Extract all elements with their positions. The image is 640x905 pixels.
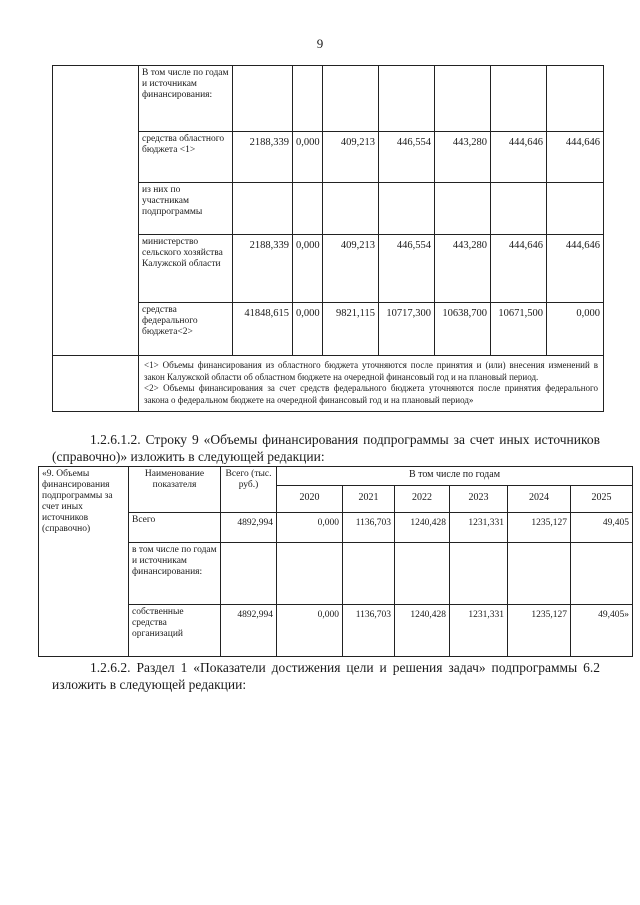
value-cell: 444,646 — [491, 132, 547, 183]
value-cell: 49,405» — [571, 605, 633, 657]
value-cell: 444,646 — [547, 235, 604, 303]
value-cell: 0,000 — [293, 235, 323, 303]
value-cell — [277, 543, 343, 605]
footnote-2: <2> Объемы финансирования за счет средств федерального бюджета уточняются после принятия федерального закона о федеральном бюджете на очередной финансовый год и на плановый период» — [144, 383, 598, 406]
value-cell — [233, 183, 293, 235]
value-cell: 0,000 — [277, 513, 343, 543]
value-cell: 9821,115 — [323, 303, 379, 356]
year-header: 2025 — [571, 486, 633, 513]
value-cell: 49,405 — [571, 513, 633, 543]
value-cell — [293, 66, 323, 132]
value-cell: 443,280 — [435, 132, 491, 183]
value-cell: 1240,428 — [395, 605, 450, 657]
value-cell: 444,646 — [491, 235, 547, 303]
table-row — [53, 66, 604, 132]
value-cell — [491, 183, 547, 235]
paragraph-1-2-6-1-2: 1.2.6.1.2. Строку 9 «Объемы финансирования подпрограммы за счет иных источников (справочно)» изложить в следующей редакции: — [52, 432, 600, 464]
value-cell — [435, 183, 491, 235]
year-header: 2023 — [450, 486, 508, 513]
value-cell: 446,554 — [379, 132, 435, 183]
table-row — [39, 513, 633, 543]
row-label: средства федерального бюджета<2> — [139, 303, 233, 356]
value-cell: 2188,339 — [233, 132, 293, 183]
value-cell — [343, 543, 395, 605]
value-cell — [547, 66, 604, 132]
value-cell — [395, 543, 450, 605]
value-cell: 1136,703 — [343, 513, 395, 543]
header-total: Всего (тыс. руб.) — [221, 467, 277, 513]
value-cell: 409,213 — [323, 235, 379, 303]
page-number: 9 — [316, 36, 324, 51]
value-cell — [323, 66, 379, 132]
value-cell — [450, 543, 508, 605]
notes-row — [53, 356, 604, 412]
row-label: в том числе по годам и источникам финансирования: — [129, 543, 221, 605]
value-cell: 1231,331 — [450, 513, 508, 543]
value-cell: 10717,300 — [379, 303, 435, 356]
value-cell — [508, 543, 571, 605]
value-cell: 0,000 — [293, 132, 323, 183]
row-label: собственные средства организаций — [129, 605, 221, 657]
empty-label-cell — [53, 66, 139, 356]
value-cell: 1136,703 — [343, 605, 395, 657]
row-label: Всего — [129, 513, 221, 543]
value-cell — [233, 66, 293, 132]
row-label: средства областного бюджета <1> — [139, 132, 233, 183]
value-cell: 41848,615 — [233, 303, 293, 356]
table-row — [39, 605, 633, 657]
value-cell: 0,000 — [547, 303, 604, 356]
year-header: 2021 — [343, 486, 395, 513]
paragraph-1-2-6-2: 1.2.6.2. Раздел 1 «Показатели достижения цели и решения задач» подпрограммы 6.2 изложить в следующей редакции: — [52, 660, 600, 692]
footnotes — [139, 356, 604, 412]
value-cell: 1240,428 — [395, 513, 450, 543]
value-cell — [379, 183, 435, 235]
value-cell — [547, 183, 604, 235]
value-cell: 409,213 — [323, 132, 379, 183]
value-cell — [491, 66, 547, 132]
value-cell: 444,646 — [547, 132, 604, 183]
funding-table-continuation — [52, 65, 604, 412]
footnote-1: <1> Объемы финансирования из областного бюджета уточняются после принятия и (или) внесения изменений в закон Калужской области об областном бюджете на очередной финансовый год и на плановый период. — [144, 360, 598, 382]
value-cell — [435, 66, 491, 132]
row-label: В том числе по годам и источникам финансирования: — [139, 66, 233, 132]
value-cell: 1231,331 — [450, 605, 508, 657]
value-cell: 4892,994 — [221, 513, 277, 543]
value-cell: 2188,339 — [233, 235, 293, 303]
value-cell: 1235,127 — [508, 605, 571, 657]
year-header: 2020 — [277, 486, 343, 513]
value-cell: 4892,994 — [221, 605, 277, 657]
value-cell — [571, 543, 633, 605]
year-header: 2022 — [395, 486, 450, 513]
value-cell: 443,280 — [435, 235, 491, 303]
empty-label-cell — [53, 356, 139, 412]
value-cell — [221, 543, 277, 605]
value-cell: 0,000 — [293, 303, 323, 356]
table-row — [39, 543, 633, 605]
row-label: из них по участникам подпрограммы — [139, 183, 233, 235]
table-header-row — [39, 467, 633, 486]
header-name: Наименование показателя — [129, 467, 221, 513]
year-header: 2024 — [508, 486, 571, 513]
value-cell: 10638,700 — [435, 303, 491, 356]
row-group-label: «9. Объемы финансирования подпрограммы за счет иных источников (справочно) — [39, 467, 129, 657]
value-cell: 0,000 — [277, 605, 343, 657]
row-label: министерство сельского хозяйства Калужской области — [139, 235, 233, 303]
value-cell — [379, 66, 435, 132]
funding-table-other-sources — [38, 466, 633, 657]
header-years-group: В том числе по годам — [277, 467, 633, 486]
value-cell: 10671,500 — [491, 303, 547, 356]
value-cell — [293, 183, 323, 235]
value-cell — [323, 183, 379, 235]
value-cell: 1235,127 — [508, 513, 571, 543]
value-cell: 446,554 — [379, 235, 435, 303]
